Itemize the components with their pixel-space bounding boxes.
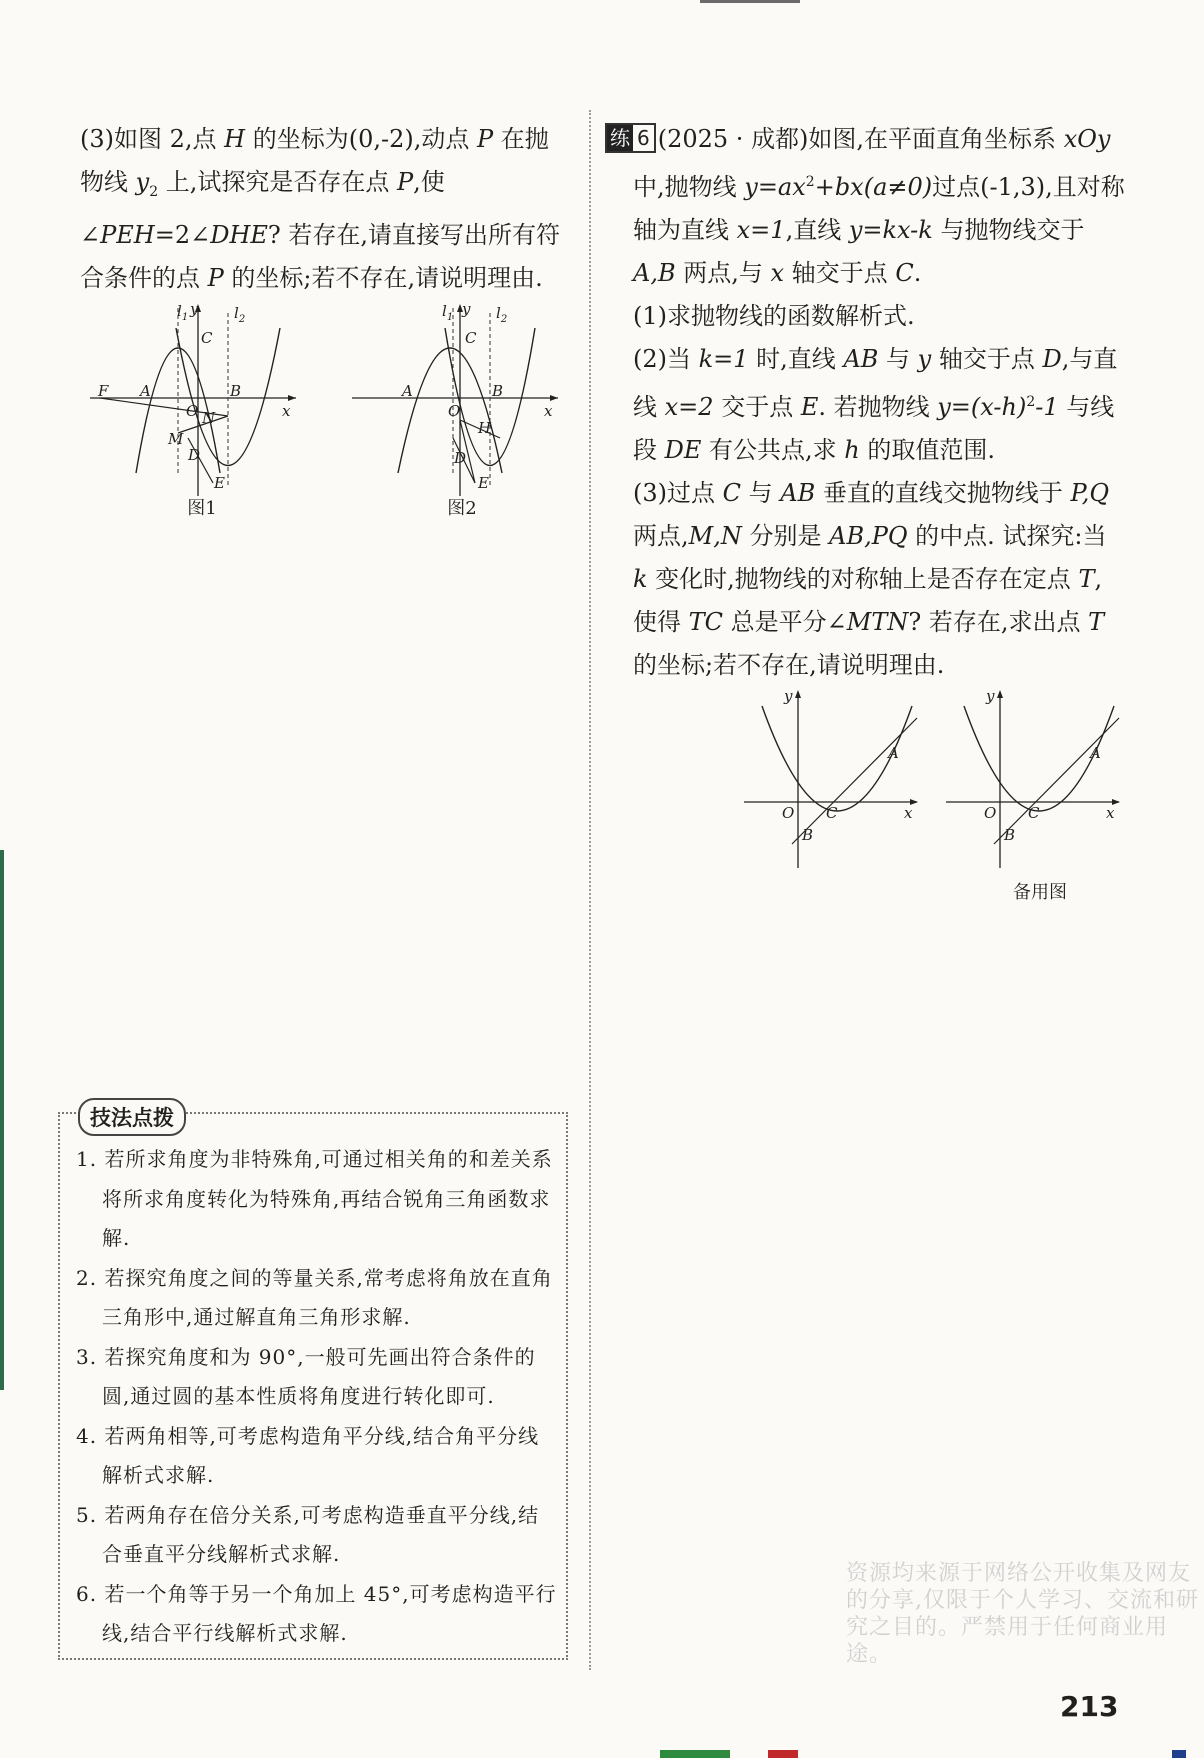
fig1-label-N: N (202, 409, 216, 427)
figure-2-caption: 图2 (447, 498, 477, 519)
fig1-label-A: A (140, 382, 151, 400)
question-3: (3)过点 C 与 AB 垂直的直线交抛物线于 P,Q 两点,M,N 分别是 AB,PQ 的中点. 试探究:当 k 变化时,抛物线的对称轴上是否存在定点 T,使得 TC 总是平分∠MTN? 若存在,求出点 T 的坐标;若不存在,请说明理由. (633, 479, 1110, 679)
fig1-label-F: F (98, 382, 109, 400)
practice-6-intro: 练 6 (2025 · 成都)如图,在平面直角坐标系 xOy (605, 118, 1125, 161)
practice-6-body: 中,抛物线 $y=ax^2+bx(a\ne 0)$过点(-1,3),且对称轴为直线 x=1,直线 y=kx-k 与抛物线交于 A,B 两点,与 x 轴交于点 C. (633, 173, 1125, 287)
fig2-label-E: E (478, 474, 489, 492)
figure-1-caption: 图1 (187, 498, 217, 519)
spare1-label-x: x (904, 804, 913, 822)
left-problem-3: (3)如图 2,点 H 的坐标为(0,-2),动点 P 在抛物线 $y_2$ 上,试探究是否存在点 P,使∠PEH=2∠DHE? 若存在,请直接写出所有符合条件的点 P 的坐标;若不存在,请说明理由. (80, 125, 561, 292)
bottom-red-strip (768, 1750, 798, 1758)
spare2-label-A: A (1090, 744, 1101, 762)
fig2-label-B: B (492, 382, 504, 400)
fig1-label-O: O (186, 402, 199, 420)
spare1-label-B: B (802, 826, 814, 844)
spare1-label-A: A (888, 744, 899, 762)
fig2-label-y: y (462, 300, 471, 318)
fig1-label-x: x (282, 402, 291, 420)
fig2-label-l1: $l_1$ (442, 302, 454, 323)
tips-item: 4. 若两角相等,可考虑构造角平分线,结合角平分线解析式求解. (76, 1423, 540, 1487)
tips-title: 技法点拨 (78, 1098, 186, 1136)
spare2-label-B: B (1004, 826, 1016, 844)
fig1-label-D: D (188, 446, 201, 464)
column-divider (589, 110, 591, 1670)
tips-item: 2. 若探究角度之间的等量关系,常考虑将角放在直角三角形中,通过解直角三角形求解. (76, 1265, 553, 1329)
left-edge-strip (0, 850, 4, 1390)
figure-2 (350, 298, 560, 502)
fig1-label-C: C (201, 329, 213, 347)
fig2-label-H: H (478, 419, 492, 437)
bottom-blue-strip (1172, 1750, 1186, 1758)
fig2-label-l2: $l_2$ (496, 304, 508, 325)
watermark: 资源均来源于网络公开收集及网友的分享,仅限于个人学习、交流和研究之目的。严禁用于任何商业用途。 (846, 1561, 1199, 1667)
figure-1 (88, 298, 298, 502)
fig1-label-l2: $l_2$ (234, 304, 246, 325)
question-1: (1)求抛物线的函数解析式. (633, 302, 915, 330)
spare2-label-x: x (1106, 804, 1115, 822)
fig1-label-l1: $l_1$ (177, 302, 189, 323)
spare-figure-1 (742, 686, 922, 875)
fig2-label-D: D (454, 449, 467, 467)
spare1-label-C: C (826, 804, 838, 822)
spare1-label-y: y (784, 687, 793, 705)
fig2-label-C: C (465, 329, 477, 347)
tips-item: 6. 若一个角等于另一个角加上 45°,可考虑构造平行线,结合平行线解析式求解. (76, 1581, 557, 1645)
tips-list (76, 1140, 558, 1654)
bottom-green-strip (660, 1750, 730, 1758)
fig2-label-A: A (402, 382, 413, 400)
spare2-label-O: O (984, 804, 997, 822)
spare1-label-O: O (782, 804, 795, 822)
tips-item: 1. 若所求角度为非特殊角,可通过相关角的和差关系将所求角度转化为特殊角,再结合锐角三角函数求解. (76, 1147, 553, 1250)
spare2-label-y: y (986, 687, 995, 705)
spare2-label-C: C (1028, 804, 1040, 822)
tips-item: 5. 若两角存在倍分关系,可考虑构造垂直平分线,结合垂直平分线解析式求解. (76, 1502, 540, 1566)
fig2-label-O: O (448, 402, 461, 420)
question-2: (2)当 k=1 时,直线 AB 与 y 轴交于点 D,与直线 x=2 交于点 E. 若抛物线 $y=(x-h)^2-1$ 与线段 DE 有公共点,求 h 的取值范围. (633, 345, 1118, 464)
spare-figure-caption: 备用图 (1013, 882, 1067, 903)
spare-figure-2 (944, 686, 1124, 875)
top-edge-bar (700, 0, 800, 3)
fig1-label-E: E (214, 474, 225, 492)
page-number: 213 (1060, 1690, 1119, 1723)
fig2-label-x: x (544, 402, 553, 420)
practice-badge: 练 6 (605, 123, 656, 153)
practice-6 (605, 118, 1125, 687)
fig1-label-B: B (230, 382, 242, 400)
tips-item: 3. 若探究角度和为 90°,一般可先画出符合条件的圆,通过圆的基本性质将角度进行转化即可. (76, 1344, 536, 1408)
fig1-label-M: M (168, 430, 184, 448)
fig1-label-y: y (190, 300, 199, 318)
